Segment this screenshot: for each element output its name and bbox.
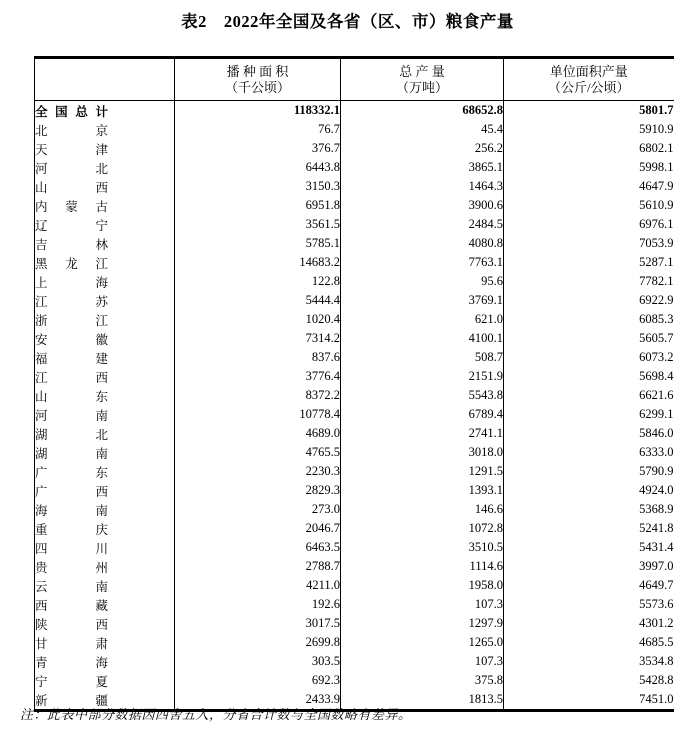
value-cell: 4647.9 [639, 179, 674, 193]
value-cell: 8372.2 [175, 386, 341, 405]
province-name: 安徽 [35, 332, 108, 347]
table-title: 表2 2022年全国及各省（区、市）粮食产量 [181, 12, 514, 31]
value-cell: 508.7 [341, 348, 504, 367]
value-cell: 6789.4 [341, 405, 504, 424]
national-total-label: 全国总计 [35, 104, 108, 119]
value-cell: 2230.3 [175, 462, 341, 481]
value-cell: 2741.1 [341, 424, 504, 443]
value-cell: 6443.8 [175, 158, 341, 177]
value-cell: 7314.2 [175, 329, 341, 348]
value-cell: 4689.0 [175, 424, 341, 443]
province-name: 广西 [35, 484, 108, 499]
province-name: 河北 [35, 161, 108, 176]
value-cell: 1291.5 [341, 462, 504, 481]
value-cell: 76.7 [175, 120, 341, 139]
value-cell: 3534.8 [639, 654, 674, 668]
province-name: 陕西 [35, 617, 108, 632]
national-sown-area: 118332.1 [175, 101, 341, 121]
table-row [35, 367, 674, 386]
table-row [35, 652, 674, 671]
value-cell: 4765.5 [175, 443, 341, 462]
table-body [35, 101, 674, 711]
value-cell: 6085.3 [639, 312, 674, 326]
value-cell: 3997.0 [639, 559, 674, 573]
province-name: 西藏 [35, 598, 108, 613]
table-row [35, 272, 674, 291]
value-cell: 5428.8 [639, 673, 674, 687]
value-cell: 5698.4 [639, 369, 674, 383]
province-name: 甘肃 [35, 636, 108, 651]
value-cell: 6802.1 [639, 141, 674, 155]
value-cell: 146.6 [341, 500, 504, 519]
value-cell: 10778.4 [175, 405, 341, 424]
national-total-output: 68652.8 [341, 101, 504, 121]
table-row [35, 614, 674, 633]
value-cell: 256.2 [341, 139, 504, 158]
value-cell: 7053.9 [639, 236, 674, 250]
value-cell: 4649.7 [639, 578, 674, 592]
province-name: 湖南 [35, 446, 108, 461]
value-cell: 3510.5 [341, 538, 504, 557]
value-cell: 837.6 [175, 348, 341, 367]
header-total-output-line1: 总 产 量 [399, 63, 445, 79]
value-cell: 6073.2 [639, 350, 674, 364]
value-cell: 95.6 [341, 272, 504, 291]
value-cell: 1020.4 [175, 310, 341, 329]
value-cell: 1114.6 [341, 557, 504, 576]
value-cell: 6951.8 [175, 196, 341, 215]
value-cell: 5846.0 [639, 426, 674, 440]
value-cell: 1813.5 [341, 690, 504, 711]
province-name: 海南 [35, 503, 108, 518]
value-cell: 5610.9 [639, 198, 674, 212]
value-cell: 6299.1 [639, 407, 674, 421]
table-row [35, 386, 674, 405]
value-cell: 107.3 [341, 595, 504, 614]
table-row [35, 405, 674, 424]
value-cell: 5368.9 [639, 502, 674, 516]
province-name: 北京 [35, 123, 108, 138]
table-row [35, 158, 674, 177]
value-cell: 376.7 [175, 139, 341, 158]
table-row [35, 500, 674, 519]
header-total-output [341, 58, 504, 101]
province-name: 上海 [35, 275, 108, 290]
value-cell: 5444.4 [175, 291, 341, 310]
value-cell: 5605.7 [639, 331, 674, 345]
table-row [35, 139, 674, 158]
province-name: 新疆 [35, 693, 108, 708]
value-cell: 3018.0 [341, 443, 504, 462]
table-row [35, 215, 674, 234]
value-cell: 45.4 [341, 120, 504, 139]
header-sown-area-line2: （千公顷） [224, 79, 290, 95]
header-yield-per-unit [504, 58, 674, 101]
value-cell: 6463.5 [175, 538, 341, 557]
table-row [35, 291, 674, 310]
table-row [35, 557, 674, 576]
province-name: 江西 [35, 370, 108, 385]
header-region-blank [35, 58, 175, 101]
value-cell: 3561.5 [175, 215, 341, 234]
value-cell: 6976.1 [639, 217, 674, 231]
value-cell: 2046.7 [175, 519, 341, 538]
value-cell: 122.8 [175, 272, 341, 291]
province-name: 贵州 [35, 560, 108, 575]
value-cell: 5241.8 [639, 521, 674, 535]
national-total-row [35, 101, 674, 121]
grain-table-wrap [34, 56, 673, 712]
table-row [35, 177, 674, 196]
table-row [35, 329, 674, 348]
value-cell: 1297.9 [341, 614, 504, 633]
value-cell: 3769.1 [341, 291, 504, 310]
table-row [35, 348, 674, 367]
grain-production-table [34, 56, 674, 712]
value-cell: 1464.3 [341, 177, 504, 196]
header-sown-area-line1: 播 种 面 积 [226, 63, 289, 79]
value-cell: 2433.9 [175, 690, 341, 711]
table-row [35, 234, 674, 253]
value-cell: 6922.9 [639, 293, 674, 307]
value-cell: 14683.2 [175, 253, 341, 272]
province-name: 广东 [35, 465, 108, 480]
province-name: 黑龙江 [35, 256, 108, 271]
header-yield-line1: 单位面积产量 [549, 63, 628, 79]
value-cell: 5431.4 [639, 540, 674, 554]
value-cell: 2484.5 [341, 215, 504, 234]
value-cell: 303.5 [175, 652, 341, 671]
value-cell: 5910.9 [639, 122, 674, 136]
value-cell: 6333.0 [639, 445, 674, 459]
value-cell: 4211.0 [175, 576, 341, 595]
value-cell: 5543.8 [341, 386, 504, 405]
table-row [35, 253, 674, 272]
value-cell: 3900.6 [341, 196, 504, 215]
header-sown-area [175, 58, 341, 101]
value-cell: 1265.0 [341, 633, 504, 652]
value-cell: 6621.6 [639, 388, 674, 402]
value-cell: 5573.6 [639, 597, 674, 611]
national-yield: 5801.7 [639, 103, 674, 117]
value-cell: 2699.8 [175, 633, 341, 652]
value-cell: 2788.7 [175, 557, 341, 576]
value-cell: 1958.0 [341, 576, 504, 595]
value-cell: 273.0 [175, 500, 341, 519]
value-cell: 7451.0 [639, 692, 674, 706]
province-name: 天津 [35, 142, 108, 157]
footnote: 注：此表中部分数据因四舍五入，分省合计数与全国数略有差异。 [20, 707, 412, 722]
province-name: 江苏 [35, 294, 108, 309]
value-cell: 2151.9 [341, 367, 504, 386]
header-yield-line2: （公斤/公顷） [547, 79, 630, 95]
province-name: 内蒙古 [35, 199, 108, 214]
value-cell: 4301.2 [639, 616, 674, 630]
table-row [35, 633, 674, 652]
value-cell: 7782.1 [639, 274, 674, 288]
value-cell: 4080.8 [341, 234, 504, 253]
value-cell: 4924.0 [639, 483, 674, 497]
table-row [35, 671, 674, 690]
table-row [35, 462, 674, 481]
value-cell: 7763.1 [341, 253, 504, 272]
province-name: 山西 [35, 180, 108, 195]
value-cell: 5287.1 [639, 255, 674, 269]
table-row [35, 120, 674, 139]
header-total-output-line2: （万吨） [395, 79, 448, 95]
value-cell: 5998.1 [639, 160, 674, 174]
value-cell: 692.3 [175, 671, 341, 690]
province-name: 河南 [35, 408, 108, 423]
table-header [35, 58, 674, 101]
province-name: 辽宁 [35, 218, 108, 233]
table-row [35, 481, 674, 500]
value-cell: 3017.5 [175, 614, 341, 633]
province-name: 四川 [35, 541, 108, 556]
table-row [35, 576, 674, 595]
value-cell: 5785.1 [175, 234, 341, 253]
value-cell: 375.8 [341, 671, 504, 690]
value-cell: 4100.1 [341, 329, 504, 348]
province-name: 云南 [35, 579, 108, 594]
province-name: 山东 [35, 389, 108, 404]
value-cell: 1393.1 [341, 481, 504, 500]
province-name: 青海 [35, 655, 108, 670]
table-row [35, 519, 674, 538]
value-cell: 4685.5 [639, 635, 674, 649]
value-cell: 2829.3 [175, 481, 341, 500]
province-name: 湖北 [35, 427, 108, 442]
value-cell: 3865.1 [341, 158, 504, 177]
value-cell: 621.0 [341, 310, 504, 329]
value-cell: 107.3 [341, 652, 504, 671]
province-name: 宁夏 [35, 674, 108, 689]
table-row [35, 196, 674, 215]
province-name: 吉林 [35, 237, 108, 252]
province-name: 重庆 [35, 522, 108, 537]
table-row [35, 424, 674, 443]
value-cell: 3776.4 [175, 367, 341, 386]
value-cell: 5790.9 [639, 464, 674, 478]
table-row [35, 443, 674, 462]
table-row [35, 310, 674, 329]
value-cell: 1072.8 [341, 519, 504, 538]
value-cell: 3150.3 [175, 177, 341, 196]
table-row [35, 595, 674, 614]
value-cell: 192.6 [175, 595, 341, 614]
table-row [35, 538, 674, 557]
province-name: 浙江 [35, 313, 108, 328]
province-name: 福建 [35, 351, 108, 366]
